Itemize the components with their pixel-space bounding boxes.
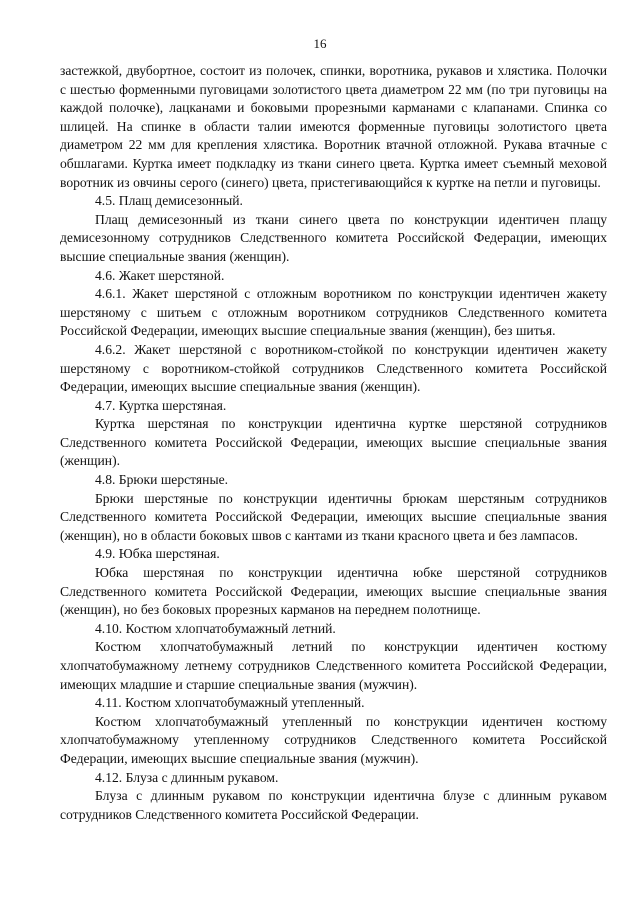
paragraph: Юбка шерстяная по конструкции идентична юбке шерстяной сотрудников Следственного комитета Российской Федерации, имеющих высшие специальные звания (женщин), но без боковых прорезных карманов на переднем полотнище. bbox=[60, 565, 607, 618]
section-heading-4-10: 4.10. Костюм хлопчатобумажный летний. bbox=[95, 620, 336, 636]
paragraph: Блуза с длинным рукавом по конструкции идентична блузе с длинным рукавом сотрудников Следственного комитета Российской Федерации. bbox=[60, 788, 607, 822]
section-heading-4-8: 4.8. Брюки шерстяные. bbox=[95, 472, 229, 488]
paragraph: Костюм хлопчатобумажный утепленный по конструкции идентичен костюму хлопчатобумажному утепленному сотрудников Следственного комитета Российской Федерации, имеющих высшие специальные звания (мужчин). bbox=[60, 713, 607, 766]
section-heading-4-5: 4.5. Плащ демисезонный. bbox=[95, 193, 243, 209]
document-body bbox=[60, 62, 607, 824]
paragraph: Брюки шерстяные по конструкции идентичны брюкам шерстяным сотрудников Следственного комитета Российской Федерации, имеющих высшие специальные звания (женщин), но в области боковых швов с кантами из ткани красного цвета и без лампасов. bbox=[60, 490, 607, 543]
paragraph-continuation: застежкой, двубортное, состоит из полочек, спинки, воротника, рукавов и хлястика. Полочки с шестью форменными пуговицами золотистого цвета диаметром 22 мм (по три пуговицы на каждой полочке), лацканами и боковыми прорезными карманами с клапанами. Спинка со шлицей. На спинке в области талии имеются форменные пуговицы золотистого цвета диаметром 22 мм для крепления хлястика. Воротник втачной отложной. Рукава втачные с обшлагами. Куртка имеет подкладку из ткани синего цвета. Куртка имеет съемный меховой воротник из овчины серого (синего) цвета, пристегивающийся к куртке на петли и пуговицы. bbox=[60, 63, 607, 190]
section-heading-4-9: 4.9. Юбка шерстяная. bbox=[95, 546, 220, 562]
section-heading-4-11: 4.11. Костюм хлопчатобумажный утепленный. bbox=[95, 695, 365, 711]
paragraph: Костюм хлопчатобумажный летний по конструкции идентичен костюму хлопчатобумажному летнему сотрудников Следственного комитета Российской Федерации, имеющих младшие и старшие специальные звания (мужчин). bbox=[60, 639, 607, 692]
section-heading-4-6: 4.6. Жакет шерстяной. bbox=[95, 267, 225, 283]
section-heading-4-12: 4.12. Блуза с длинным рукавом. bbox=[95, 769, 279, 785]
paragraph-4-6-2: 4.6.2. Жакет шерстяной с воротником-стойкой по конструкции идентичен жакету шерстяному с воротником-стойкой сотрудников Следственного комитета Российской Федерации, имеющих высшие специальные звания (женщин). bbox=[60, 341, 607, 395]
paragraph: Плащ демисезонный из ткани синего цвета по конструкции идентичен плащу демисезонному сотрудников Следственного комитета Российской Федерации, имеющих высшие специальные звания (женщин). bbox=[60, 211, 607, 264]
paragraph: Куртка шерстяная по конструкции идентична куртке шерстяной сотрудников Следственного комитета Российской Федерации, имеющих высшие специальные звания (женщин). bbox=[60, 416, 607, 469]
paragraph-4-6-1: 4.6.1. Жакет шерстяной с отложным воротником по конструкции идентичен жакету шерстяному с шитьем с отложным воротником сотрудников Следственного комитета Российской Федерации, имеющих высшие специальные звания (женщин), без шитья. bbox=[60, 286, 607, 339]
page-number: 16 bbox=[313, 36, 327, 51]
section-heading-4-7: 4.7. Куртка шерстяная. bbox=[95, 397, 227, 413]
